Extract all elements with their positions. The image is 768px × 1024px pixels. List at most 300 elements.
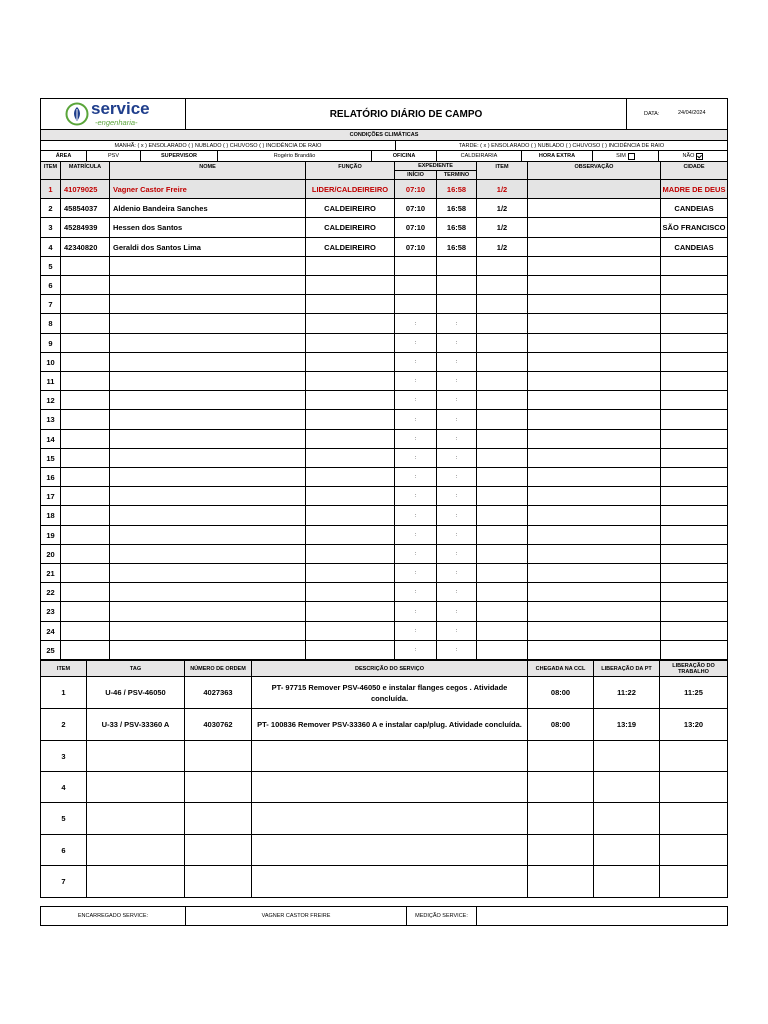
- medicao-value: [476, 906, 728, 926]
- team-cell-obs[interactable]: [527, 313, 661, 334]
- team-cell-nome[interactable]: [109, 563, 306, 583]
- date-value: 24/04/2024: [678, 110, 706, 116]
- team-cell-item: 8: [40, 313, 61, 334]
- team-cell-obs[interactable]: [527, 294, 661, 314]
- team-cell-inicio[interactable]: :: [394, 525, 437, 545]
- team-cell-nome[interactable]: Geraldi dos Santos Lima: [109, 237, 306, 257]
- team-cell-termino[interactable]: :: [436, 371, 477, 391]
- team-cell-nome[interactable]: Hessen dos Santos: [109, 217, 306, 238]
- service-cell-lib_pt[interactable]: 13:19: [593, 708, 660, 741]
- team-cell-nome[interactable]: Aldenio Bandeira Sanches: [109, 198, 306, 218]
- service-cell-lib_trab[interactable]: [659, 834, 728, 866]
- team-cell-obs[interactable]: [527, 237, 661, 257]
- team-cell-funcao[interactable]: [305, 505, 395, 526]
- team-cell-inicio[interactable]: :: [394, 371, 437, 391]
- team-cell-inicio[interactable]: [394, 275, 437, 295]
- team-cell-matricula[interactable]: [60, 601, 110, 622]
- header-inicio: INÍCIO: [394, 170, 437, 180]
- team-cell-termino[interactable]: :: [436, 429, 477, 449]
- team-cell-item2[interactable]: [476, 621, 528, 641]
- supervisor-value: Rogério Brandão: [217, 150, 372, 162]
- team-cell-obs[interactable]: [527, 486, 661, 506]
- team-cell-inicio[interactable]: :: [394, 544, 437, 564]
- team-cell-nome[interactable]: [109, 275, 306, 295]
- team-cell-item: 24: [40, 621, 61, 641]
- team-cell-item2[interactable]: [476, 390, 528, 410]
- team-cell-funcao[interactable]: [305, 582, 395, 602]
- team-cell-funcao[interactable]: LIDER/CALDEIREIRO: [305, 179, 395, 199]
- team-cell-item2[interactable]: [476, 429, 528, 449]
- service-cell-descricao[interactable]: PT- 100836 Remover PSV-33360 A e instalar cap/plug. Atividade concluída.: [251, 708, 528, 741]
- team-cell-termino[interactable]: 16:58: [436, 217, 477, 238]
- service-header-tag: TAG: [86, 660, 185, 677]
- service-cell-ordem[interactable]: [184, 771, 252, 803]
- service-cell-lib_pt[interactable]: [593, 740, 660, 772]
- team-cell-cidade[interactable]: [660, 621, 728, 641]
- team-cell-funcao[interactable]: [305, 563, 395, 583]
- service-cell-ordem[interactable]: [184, 834, 252, 866]
- team-cell-obs[interactable]: [527, 371, 661, 391]
- service-cell-descricao[interactable]: [251, 834, 528, 866]
- team-cell-nome[interactable]: [109, 371, 306, 391]
- team-cell-termino[interactable]: :: [436, 582, 477, 602]
- team-cell-obs[interactable]: [527, 179, 661, 199]
- team-cell-termino[interactable]: [436, 256, 477, 276]
- climate-morning: MANHÃ: ( x ) ENSOLARADO ( ) NUBLADO ( ) CHUVOSO ( ) INCIDÊNCIA DE RAIO: [40, 140, 396, 151]
- area-label: ÁREA: [40, 150, 87, 162]
- team-cell-item2[interactable]: [476, 313, 528, 334]
- header-termino: TERMINO: [436, 170, 477, 180]
- team-cell-termino[interactable]: :: [436, 544, 477, 564]
- team-cell-item: 21: [40, 563, 61, 583]
- service-cell-lib_trab[interactable]: [659, 771, 728, 803]
- header-expediente: EXPEDIENTE: [394, 161, 477, 171]
- team-cell-obs[interactable]: [527, 352, 661, 372]
- team-cell-cidade[interactable]: [660, 505, 728, 526]
- team-cell-cidade[interactable]: [660, 448, 728, 468]
- team-cell-obs[interactable]: [527, 601, 661, 622]
- team-cell-termino[interactable]: 16:58: [436, 237, 477, 257]
- team-cell-funcao[interactable]: [305, 256, 395, 276]
- team-cell-nome[interactable]: [109, 621, 306, 641]
- team-cell-nome[interactable]: [109, 544, 306, 564]
- team-cell-cidade[interactable]: [660, 409, 728, 430]
- team-cell-matricula[interactable]: [60, 621, 110, 641]
- team-cell-item2[interactable]: [476, 563, 528, 583]
- team-cell-item2[interactable]: 1/2: [476, 217, 528, 238]
- service-header-lib_pt: LIBERAÇÃO DA PT: [593, 660, 660, 677]
- area-value: PSV: [86, 150, 141, 162]
- service-cell-item: 7: [40, 865, 87, 898]
- team-cell-item: 17: [40, 486, 61, 506]
- team-cell-inicio[interactable]: :: [394, 352, 437, 372]
- service-cell-descricao[interactable]: [251, 740, 528, 772]
- team-cell-termino[interactable]: [436, 294, 477, 314]
- team-cell-item: 2: [40, 198, 61, 218]
- team-cell-matricula[interactable]: [60, 275, 110, 295]
- service-cell-tag[interactable]: [86, 802, 185, 835]
- team-cell-item2[interactable]: [476, 467, 528, 487]
- logo-brand: service: [91, 99, 150, 118]
- service-cell-lib_pt[interactable]: 11:22: [593, 676, 660, 709]
- header-matricula: MATRÍCULA: [60, 161, 110, 180]
- team-cell-inicio[interactable]: [394, 294, 437, 314]
- team-cell-item: 20: [40, 544, 61, 564]
- team-cell-termino[interactable]: :: [436, 467, 477, 487]
- team-cell-funcao[interactable]: [305, 352, 395, 372]
- team-cell-funcao[interactable]: [305, 275, 395, 295]
- team-cell-obs[interactable]: [527, 563, 661, 583]
- team-cell-obs[interactable]: [527, 448, 661, 468]
- team-cell-funcao[interactable]: [305, 448, 395, 468]
- team-cell-item2[interactable]: 1/2: [476, 237, 528, 257]
- team-cell-cidade[interactable]: [660, 275, 728, 295]
- team-cell-item: 15: [40, 448, 61, 468]
- team-cell-item2[interactable]: [476, 601, 528, 622]
- team-cell-item2[interactable]: [476, 294, 528, 314]
- service-cell-lib_trab[interactable]: [659, 802, 728, 835]
- service-cell-ordem[interactable]: [184, 802, 252, 835]
- team-cell-inicio[interactable]: :: [394, 390, 437, 410]
- team-cell-funcao[interactable]: [305, 294, 395, 314]
- team-cell-nome[interactable]: [109, 448, 306, 468]
- service-cell-tag[interactable]: [86, 834, 185, 866]
- team-cell-inicio[interactable]: :: [394, 582, 437, 602]
- team-cell-item: 10: [40, 352, 61, 372]
- team-cell-nome[interactable]: [109, 256, 306, 276]
- team-cell-cidade[interactable]: [660, 333, 728, 353]
- team-cell-item2[interactable]: [476, 544, 528, 564]
- team-cell-item: 25: [40, 640, 61, 660]
- nao-label: NÃO: [682, 153, 695, 159]
- team-cell-cidade[interactable]: [660, 390, 728, 410]
- team-cell-funcao[interactable]: CALDEIREIRO: [305, 217, 395, 238]
- team-cell-funcao[interactable]: [305, 313, 395, 334]
- team-cell-inicio[interactable]: :: [394, 333, 437, 353]
- team-cell-cidade[interactable]: [660, 467, 728, 487]
- team-cell-matricula[interactable]: [60, 333, 110, 353]
- team-cell-item: 4: [40, 237, 61, 257]
- team-cell-nome[interactable]: [109, 505, 306, 526]
- team-cell-obs[interactable]: [527, 409, 661, 430]
- team-cell-termino[interactable]: :: [436, 390, 477, 410]
- team-cell-cidade[interactable]: [660, 582, 728, 602]
- service-cell-lib_pt[interactable]: [593, 771, 660, 803]
- hora-extra-label: HORA EXTRA: [521, 150, 593, 162]
- service-cell-tag[interactable]: [86, 865, 185, 898]
- team-cell-matricula[interactable]: 41079025: [60, 179, 110, 199]
- team-cell-cidade[interactable]: [660, 429, 728, 449]
- team-cell-inicio[interactable]: :: [394, 505, 437, 526]
- team-cell-termino[interactable]: :: [436, 563, 477, 583]
- team-cell-funcao[interactable]: CALDEIREIRO: [305, 237, 395, 257]
- service-cell-lib_trab[interactable]: [659, 740, 728, 772]
- team-cell-termino[interactable]: :: [436, 409, 477, 430]
- team-cell-termino[interactable]: :: [436, 621, 477, 641]
- nao-checkbox-checked-icon[interactable]: [696, 153, 703, 160]
- team-cell-inicio[interactable]: :: [394, 563, 437, 583]
- team-cell-obs[interactable]: [527, 275, 661, 295]
- service-header-chegada: CHEGADA NA CCL: [527, 660, 594, 677]
- team-cell-item2[interactable]: [476, 525, 528, 545]
- service-cell-chegada[interactable]: [527, 740, 594, 772]
- service-cell-ordem[interactable]: [184, 740, 252, 772]
- team-cell-item2[interactable]: [476, 582, 528, 602]
- team-cell-item: 19: [40, 525, 61, 545]
- service-cell-descricao[interactable]: [251, 865, 528, 898]
- team-cell-nome[interactable]: [109, 352, 306, 372]
- service-cell-item: 3: [40, 740, 87, 772]
- team-cell-matricula[interactable]: [60, 313, 110, 334]
- team-cell-item: 3: [40, 217, 61, 238]
- service-cell-descricao[interactable]: PT- 97715 Remover PSV-46050 e instalar flanges cegos . Atividade concluída.: [251, 676, 528, 709]
- team-cell-item: 11: [40, 371, 61, 391]
- team-cell-funcao[interactable]: [305, 409, 395, 430]
- service-cell-chegada[interactable]: [527, 834, 594, 866]
- team-cell-nome[interactable]: [109, 294, 306, 314]
- encarregado-label: ENCARREGADO SERVICE:: [40, 906, 186, 926]
- team-cell-item2[interactable]: 1/2: [476, 179, 528, 199]
- team-cell-cidade[interactable]: [660, 313, 728, 334]
- team-cell-inicio[interactable]: 07:10: [394, 179, 437, 199]
- team-cell-obs[interactable]: [527, 217, 661, 238]
- team-cell-funcao[interactable]: [305, 525, 395, 545]
- team-cell-item: 23: [40, 601, 61, 622]
- team-cell-inicio[interactable]: :: [394, 313, 437, 334]
- team-cell-item2[interactable]: [476, 275, 528, 295]
- team-cell-inicio[interactable]: :: [394, 429, 437, 449]
- team-cell-funcao[interactable]: [305, 544, 395, 564]
- team-cell-cidade[interactable]: [660, 525, 728, 545]
- team-cell-nome[interactable]: Vagner Castor Freire: [109, 179, 306, 199]
- team-cell-item: 18: [40, 505, 61, 526]
- team-cell-funcao[interactable]: [305, 640, 395, 660]
- team-cell-inicio[interactable]: 07:10: [394, 198, 437, 218]
- team-cell-termino[interactable]: 16:58: [436, 179, 477, 199]
- team-cell-obs[interactable]: [527, 333, 661, 353]
- team-cell-matricula[interactable]: [60, 582, 110, 602]
- service-cell-ordem[interactable]: [184, 865, 252, 898]
- service-cell-tag[interactable]: U-46 / PSV-46050: [86, 676, 185, 709]
- team-cell-cidade[interactable]: [660, 294, 728, 314]
- team-cell-nome[interactable]: [109, 486, 306, 506]
- team-cell-matricula[interactable]: [60, 544, 110, 564]
- team-cell-obs[interactable]: [527, 256, 661, 276]
- team-cell-matricula[interactable]: [60, 505, 110, 526]
- team-cell-inicio[interactable]: [394, 256, 437, 276]
- service-cell-lib_pt[interactable]: [593, 834, 660, 866]
- team-cell-item2[interactable]: [476, 486, 528, 506]
- team-cell-inicio[interactable]: :: [394, 640, 437, 660]
- team-cell-item: 12: [40, 390, 61, 410]
- team-cell-funcao[interactable]: [305, 621, 395, 641]
- team-cell-termino[interactable]: :: [436, 352, 477, 372]
- team-cell-matricula[interactable]: [60, 640, 110, 660]
- team-cell-cidade[interactable]: MADRE DE DEUS: [660, 179, 728, 199]
- service-cell-descricao[interactable]: [251, 802, 528, 835]
- service-cell-tag[interactable]: [86, 771, 185, 803]
- team-cell-funcao[interactable]: [305, 601, 395, 622]
- team-cell-inicio[interactable]: :: [394, 601, 437, 622]
- team-cell-termino[interactable]: :: [436, 601, 477, 622]
- team-cell-termino[interactable]: :: [436, 313, 477, 334]
- team-cell-inicio[interactable]: :: [394, 409, 437, 430]
- team-cell-item: 16: [40, 467, 61, 487]
- service-cell-lib_trab[interactable]: 11:25: [659, 676, 728, 709]
- sim-checkbox-icon[interactable]: [628, 153, 635, 160]
- team-cell-nome[interactable]: [109, 467, 306, 487]
- team-cell-cidade[interactable]: [660, 256, 728, 276]
- climate-title: CONDIÇÕES CLIMÁTICAS: [40, 129, 728, 141]
- team-cell-obs[interactable]: [527, 390, 661, 410]
- team-cell-cidade[interactable]: [660, 486, 728, 506]
- team-cell-item: 6: [40, 275, 61, 295]
- service-cell-chegada[interactable]: [527, 865, 594, 898]
- team-cell-cidade[interactable]: CANDEIAS: [660, 237, 728, 257]
- header-cidade: CIDADE: [660, 161, 728, 180]
- service-cell-lib_trab[interactable]: [659, 865, 728, 898]
- team-cell-matricula[interactable]: [60, 429, 110, 449]
- team-cell-nome[interactable]: [109, 525, 306, 545]
- team-cell-cidade[interactable]: [660, 371, 728, 391]
- service-cell-chegada[interactable]: 08:00: [527, 708, 594, 741]
- service-cell-tag[interactable]: [86, 740, 185, 772]
- service-cell-ordem[interactable]: 4030762: [184, 708, 252, 741]
- team-cell-cidade[interactable]: CANDEIAS: [660, 198, 728, 218]
- service-cell-item: 6: [40, 834, 87, 866]
- team-cell-matricula[interactable]: 42340820: [60, 237, 110, 257]
- service-cell-lib_pt[interactable]: [593, 802, 660, 835]
- service-header-item: ITEM: [40, 660, 87, 677]
- team-cell-nome[interactable]: [109, 429, 306, 449]
- team-cell-obs[interactable]: [527, 505, 661, 526]
- team-cell-inicio[interactable]: :: [394, 467, 437, 487]
- team-cell-cidade[interactable]: [660, 640, 728, 660]
- team-cell-inicio[interactable]: :: [394, 486, 437, 506]
- team-cell-inicio[interactable]: :: [394, 621, 437, 641]
- team-cell-nome[interactable]: [109, 390, 306, 410]
- team-cell-inicio[interactable]: 07:10: [394, 217, 437, 238]
- team-cell-termino[interactable]: [436, 275, 477, 295]
- team-cell-matricula[interactable]: [60, 486, 110, 506]
- team-cell-cidade[interactable]: [660, 544, 728, 564]
- team-cell-matricula[interactable]: [60, 390, 110, 410]
- team-cell-matricula[interactable]: [60, 294, 110, 314]
- team-cell-obs[interactable]: [527, 544, 661, 564]
- team-cell-cidade[interactable]: SÃO FRANCISCO: [660, 217, 728, 238]
- service-cell-item: 2: [40, 708, 87, 741]
- team-cell-matricula[interactable]: [60, 467, 110, 487]
- team-cell-nome[interactable]: [109, 601, 306, 622]
- service-cell-item: 5: [40, 802, 87, 835]
- team-cell-item2[interactable]: [476, 333, 528, 353]
- service-cell-lib_pt[interactable]: [593, 865, 660, 898]
- team-cell-item: 1: [40, 179, 61, 199]
- team-cell-funcao[interactable]: [305, 371, 395, 391]
- supervisor-label: SUPERVISOR: [140, 150, 218, 162]
- team-cell-obs[interactable]: [527, 640, 661, 660]
- team-cell-matricula[interactable]: [60, 525, 110, 545]
- team-cell-funcao[interactable]: [305, 486, 395, 506]
- header-item: ITEM: [40, 161, 61, 180]
- team-cell-cidade[interactable]: [660, 352, 728, 372]
- team-cell-obs[interactable]: [527, 582, 661, 602]
- team-cell-obs[interactable]: [527, 621, 661, 641]
- header-obs: OBSERVAÇÃO: [527, 161, 661, 180]
- service-cell-lib_trab[interactable]: 13:20: [659, 708, 728, 741]
- team-cell-obs[interactable]: [527, 198, 661, 218]
- service-cell-chegada[interactable]: [527, 802, 594, 835]
- team-cell-funcao[interactable]: [305, 333, 395, 353]
- team-cell-nome[interactable]: [109, 582, 306, 602]
- team-cell-termino[interactable]: 16:58: [436, 198, 477, 218]
- team-cell-funcao[interactable]: [305, 467, 395, 487]
- team-cell-matricula[interactable]: [60, 352, 110, 372]
- logo-subtitle: -engenharia-: [95, 118, 138, 127]
- team-cell-termino[interactable]: :: [436, 505, 477, 526]
- service-cell-descricao[interactable]: [251, 771, 528, 803]
- team-cell-funcao[interactable]: [305, 429, 395, 449]
- team-cell-obs[interactable]: [527, 525, 661, 545]
- service-cell-chegada[interactable]: [527, 771, 594, 803]
- team-cell-matricula[interactable]: 45854037: [60, 198, 110, 218]
- service-cell-ordem[interactable]: 4027363: [184, 676, 252, 709]
- team-cell-funcao[interactable]: CALDEIREIRO: [305, 198, 395, 218]
- team-cell-obs[interactable]: [527, 429, 661, 449]
- team-cell-nome[interactable]: [109, 409, 306, 430]
- team-cell-matricula[interactable]: [60, 563, 110, 583]
- logo-leaf-icon: [65, 102, 89, 126]
- team-cell-inicio[interactable]: 07:10: [394, 237, 437, 257]
- team-cell-matricula[interactable]: [60, 371, 110, 391]
- team-cell-item2[interactable]: [476, 352, 528, 372]
- team-cell-item2[interactable]: [476, 409, 528, 430]
- team-cell-termino[interactable]: :: [436, 333, 477, 353]
- team-cell-nome[interactable]: [109, 640, 306, 660]
- team-cell-item2[interactable]: [476, 448, 528, 468]
- team-cell-item2[interactable]: [476, 640, 528, 660]
- team-cell-inicio[interactable]: :: [394, 448, 437, 468]
- team-cell-obs[interactable]: [527, 467, 661, 487]
- team-cell-cidade[interactable]: [660, 563, 728, 583]
- team-cell-termino[interactable]: :: [436, 640, 477, 660]
- team-cell-matricula[interactable]: [60, 409, 110, 430]
- team-cell-funcao[interactable]: [305, 390, 395, 410]
- team-cell-item2[interactable]: [476, 256, 528, 276]
- team-cell-termino[interactable]: :: [436, 486, 477, 506]
- team-cell-matricula[interactable]: [60, 448, 110, 468]
- team-cell-termino[interactable]: :: [436, 448, 477, 468]
- team-cell-termino[interactable]: :: [436, 525, 477, 545]
- team-cell-item: 14: [40, 429, 61, 449]
- header-item2: ITEM: [476, 161, 528, 180]
- team-cell-nome[interactable]: [109, 313, 306, 334]
- team-cell-item2[interactable]: [476, 371, 528, 391]
- service-header-ordem: NÚMERO DE ORDEM: [184, 660, 252, 677]
- service-cell-tag[interactable]: U-33 / PSV-33360 A: [86, 708, 185, 741]
- climate-afternoon: TARDE: ( x ) ENSOLARADO ( ) NUBLADO ( ) CHUVOSO ( ) INCIDÊNCIA DE RAIO: [395, 140, 728, 151]
- team-cell-matricula[interactable]: 45284939: [60, 217, 110, 238]
- service-cell-chegada[interactable]: 08:00: [527, 676, 594, 709]
- team-cell-nome[interactable]: [109, 333, 306, 353]
- team-cell-item2[interactable]: 1/2: [476, 198, 528, 218]
- report-title: RELATÓRIO DIÁRIO DE CAMPO: [185, 98, 627, 130]
- team-cell-cidade[interactable]: [660, 601, 728, 622]
- team-cell-item2[interactable]: [476, 505, 528, 526]
- team-cell-matricula[interactable]: [60, 256, 110, 276]
- oficina-label: OFICINA: [371, 150, 437, 162]
- date-label: DATA:: [644, 111, 660, 117]
